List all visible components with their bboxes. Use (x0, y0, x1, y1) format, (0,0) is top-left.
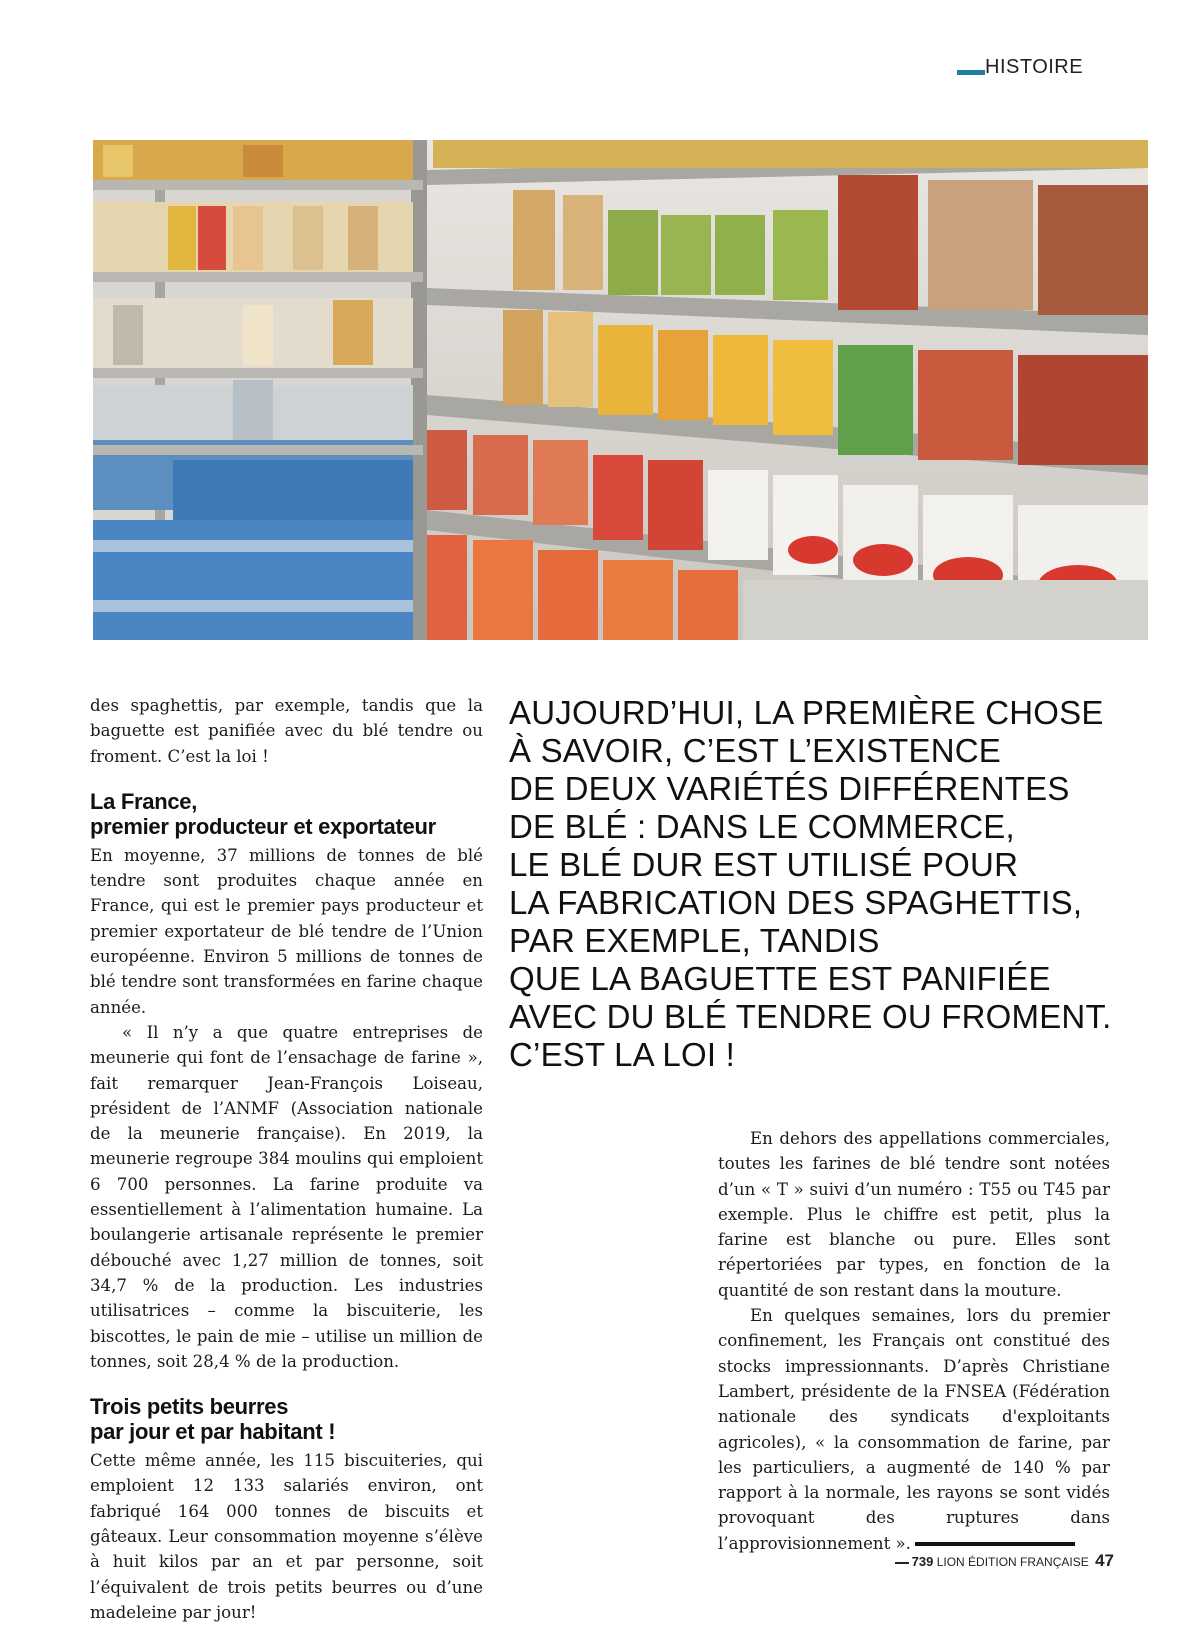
pull-quote-line: DE BLÉ : DANS LE COMMERCE, (509, 808, 1015, 845)
subheading-biscuits (90, 1394, 483, 1444)
section-label: HISTOIRE (985, 56, 1084, 78)
body-paragraph: Cette même année, les 115 biscuiteries, qui emploient 12 133 salariés environ, ont fabriqué 164 000 tonnes de biscuits et gâteaux. Leur consommation moyenne s’élève à huit kilos par an et par personne, soit l’équivalent de trois petits beurres ou d’une madeleine par jour! (90, 1451, 483, 1622)
body-paragraph: « Il n’y a que quatre entreprises de meunerie qui font de l’ensachage de farine », fait remarquer Jean-François Loiseau, président de l’ANMF (Association nationale de la meunerie française). En 2019, la meunerie regroupe 384 moulins qui emploient 6 700 personnes. La farine produite va essentiellement à l’alimentation humaine. La boulangerie artisanale représente le premier débouché avec 1,27 million de tonnes, soit 34,7 % de la production. Les industries utilisatrices – comme la biscuiterie, les biscottes, le pain de mie – utilise un million de tonnes, soit 28,4 % de la production. (90, 1022, 483, 1371)
subheading-line: La France, (90, 788, 198, 814)
page-footer (895, 1551, 1114, 1571)
pull-quote-line: DE DEUX VARIÉTÉS DIFFÉRENTES (509, 770, 1070, 807)
footer-dash (895, 1562, 909, 1564)
section-accent-bar (957, 70, 985, 75)
pull-quote-line: C’EST LA LOI ! (509, 1036, 735, 1073)
article-photo (93, 140, 1148, 640)
publication-name: LION ÉDITION FRANÇAISE (936, 1555, 1089, 1569)
pull-quote-line: QUE LA BAGUETTE EST PANIFIÉE (509, 960, 1051, 997)
pull-quote (509, 694, 1149, 1074)
body-paragraph: En moyenne, 37 millions de tonnes de blé tendre sont produites chaque année en France, qui est le premier pays producteur et premier exportateur de blé tendre de l’Union européenne. Environ 5 millions de tonnes de blé tendre sont transformées en farine chaque année. (90, 845, 483, 1017)
subheading-france (90, 789, 483, 839)
body-paragraph: En dehors des appellations commerciales, toutes les farines de blé tendre sont notées d’un « T » suivi d’un numéro : T55 ou T45 par exemple. Plus le chiffre est petit, plus la farine est blanche ou pure. Elles sont répertoriées par types, en fonction de la quantité de son restant dans la mouture. (718, 1129, 1110, 1300)
body-paragraph (718, 1303, 1110, 1556)
pull-quote-line: PAR EXEMPLE, TANDIS (509, 922, 880, 959)
page-number: 47 (1095, 1551, 1114, 1570)
pull-quote-line: AUJOURD’HUI, LA PREMIÈRE CHOSE (509, 694, 1104, 731)
pull-quote-line: LA FABRICATION DES SPAGHETTIS, (509, 884, 1083, 921)
supermarket-flour-shelves-image (93, 140, 1148, 640)
closing-paragraph-text: En quelques semaines, lors du premier confinement, les Français ont constitué des stocks impressionnants. D’après Christiane Lambert, présidente de la FNSEA (Fédération nationale des syndicats d'exploitants agricoles), « la consommation de farine, par les particuliers, a augmenté de 140 % par rapport à la normale, les rayons se sont vidés provoquant des ruptures dans l’approvisionnement ». (718, 1306, 1110, 1553)
pull-quote-line: AVEC DU BLÉ TENDRE OU FROMENT. (509, 998, 1112, 1035)
pull-quote-line: LE BLÉ DUR EST UTILISÉ POUR (509, 846, 1019, 883)
intro-paragraph: des spaghettis, par exemple, tandis que la baguette est panifiée avec du blé tendre ou froment. C’est la loi ! (90, 696, 483, 766)
end-of-article-rule (915, 1542, 1075, 1546)
subheading-line: premier producteur et exportateur (90, 813, 436, 839)
pull-quote-line: À SAVOIR, C’EST L’EXISTENCE (509, 732, 1001, 769)
subheading-line: par jour et par habitant ! (90, 1419, 336, 1445)
issue-number: 739 (911, 1554, 934, 1569)
left-text-column (90, 693, 483, 1625)
right-text-column (718, 1126, 1110, 1556)
subheading-line: Trois petits beurres (90, 1394, 289, 1420)
